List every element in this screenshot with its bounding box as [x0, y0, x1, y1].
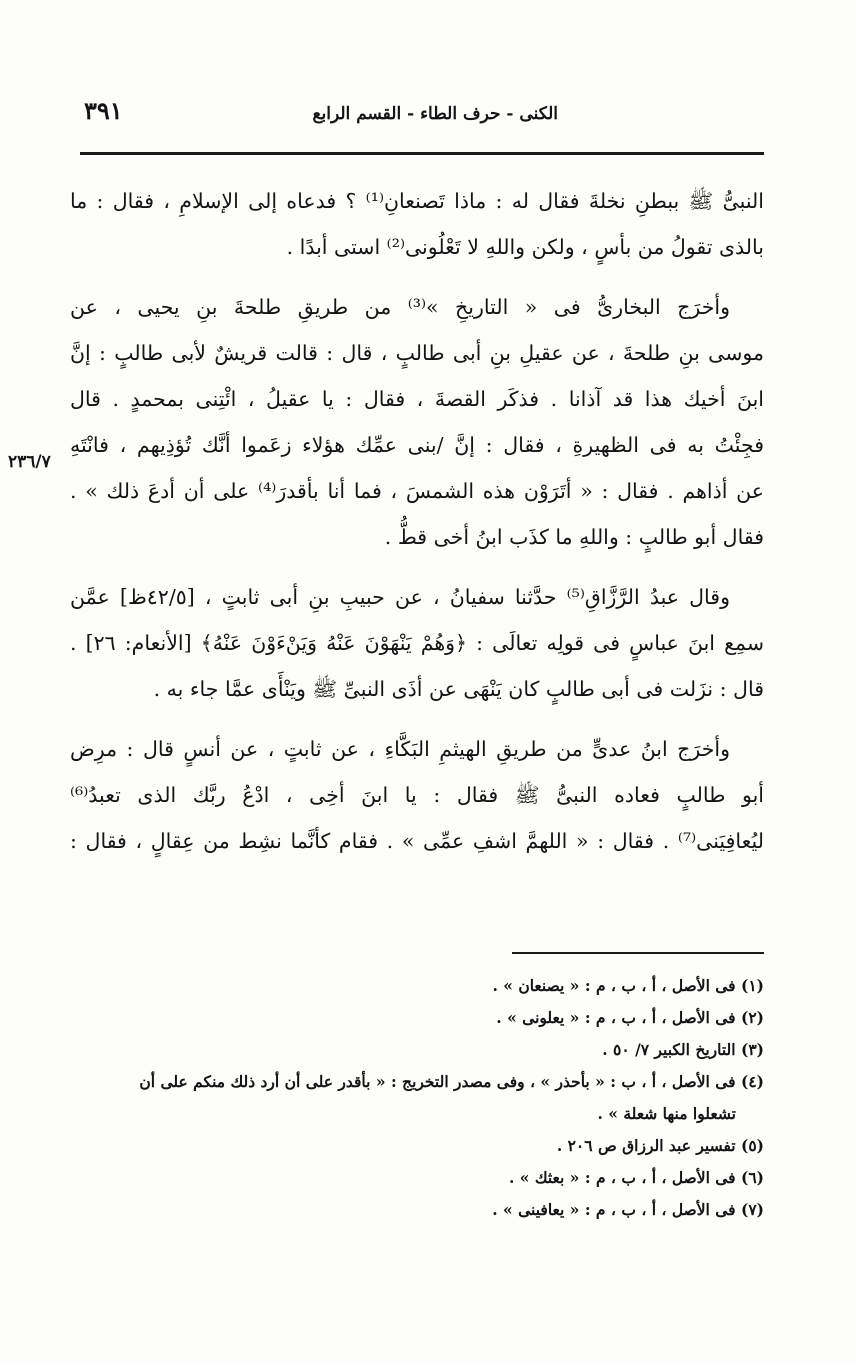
text-line: وأخرَج البخارىُّ فى « التاريخِ »⁽³⁾ من طريقِ طلحةَ بنِ يحيى ، عن: [70, 295, 730, 319]
footnote: (٥) تفسير عبد الرزاق ص ٢٠٦ .: [556, 1136, 764, 1155]
footnote: (٢) فى الأصل ، أ ، ب ، م : « يعلونى » .: [496, 1008, 764, 1027]
text-line: موسى بنِ طلحةَ ، عن عقيلِ بنِ أبى طالبٍ ، قال : قالت قريشٌ لأبى طالبٍ : إنَّ: [70, 341, 764, 365]
text-line: قال : نزَلت فى أبى طالبٍ كان يَنْهَى عن أذَى النبىِّ ﷺ ويَنْأَى عمَّا جاء به .: [153, 677, 764, 701]
running-title: الكنى - حرف الطاء - القسم الرابع: [312, 104, 558, 124]
page-number: ٣٩١: [84, 96, 123, 125]
footnote-separator: [512, 952, 764, 954]
main-text: [70, 178, 764, 878]
paragraph: [70, 178, 764, 270]
footnote: (٣) التاريخ الكبير ٧/ ٥٠ .: [602, 1040, 764, 1059]
text-line: عن أذاهم . فقال : « أتَرَوْن هذه الشمسَ ، فما أنا بأقدرَ⁽⁴⁾ على أن أدعَ ذلك » .: [70, 479, 764, 503]
text-line: أبو طالبٍ فعاده النبىُّ ﷺ فقال : يا ابنَ أخِى ، ادْعُ ربَّك الذى تعبدُ⁽⁶⁾: [70, 783, 764, 807]
paragraph: [70, 726, 764, 864]
text-line: ليُعافِيَنى⁽⁷⁾ . فقال : « اللهمَّ اشفِ عمِّى » . فقام كأنَّما نشِط من عِقالٍ ، فقال :: [70, 829, 764, 853]
text-line: النبىُّ ﷺ ببطنِ نخلةَ فقال له : ماذا تَصنعانِ⁽¹⁾ ؟ فدعاه إلى الإسلامِ ، فقال : ما: [70, 189, 764, 213]
paragraph: [70, 284, 764, 560]
text-line: وقال عبدُ الرَّزَّاقِ⁽⁵⁾ حدَّثنا سفيانُ ، عن حبيبِ بنِ أبى ثابتٍ ، [٤٢/٥ظ] عمَّن: [70, 585, 730, 609]
footnote: (٤) فى الأصل ، أ ، ب : « بأحذر » ، وفى مصدر التخريج : « بأقدر على أن أرد ذلك منكم على أن: [139, 1072, 764, 1091]
text-line: فقال أبو طالبٍ : واللهِ ما كذَب ابنُ أخى قطُّ .: [384, 525, 764, 549]
page-header: [80, 96, 764, 136]
paragraph: [70, 574, 764, 712]
text-line: وأخرَج ابنُ عدىٍّ من طريقِ الهيثمِ البَكَّاءِ ، عن ثابتٍ ، عن أنسٍ قال : مرِض: [70, 737, 730, 761]
footnote-continuation: تشعلوا منها شعلة » .: [597, 1104, 736, 1123]
text-line: فجِئْتُ به فى الظهيرةِ ، فقال : إنَّ /بنى عمِّك هؤلاء زعَموا أنَّك تُؤذِيهم ، فانْتَهِ: [70, 433, 764, 457]
header-rule: [80, 152, 764, 155]
footnote: (٦) فى الأصل ، أ ، ب ، م : « بعثك » .: [508, 1168, 764, 1187]
footnote: (٧) فى الأصل ، أ ، ب ، م : « يعافينى » .: [492, 1200, 764, 1219]
text-line: بالذى تقولُ من بأسٍ ، ولكن واللهِ لا تَعْلُونى⁽²⁾ استى أبدًا .: [286, 235, 764, 259]
footnote: (١) فى الأصل ، أ ، ب ، م : « يصنعان » .: [492, 976, 764, 995]
text-line: ابنَ أخيك هذا قد آذانا . فذكَر القصةَ ، فقال : يا عقيلُ ، ائْتِنى بمحمدٍ . قال: [70, 387, 764, 411]
footnotes: [60, 970, 764, 1226]
text-line: سمِع ابنَ عباسٍ فى قولِه تعالَى : ﴿وَهُمْ يَنْهَوْنَ عَنْهُ وَيَنْءَوْنَ عَنْهُ﴾ [الأنعام: ٢٦] .: [70, 631, 764, 655]
margin-manuscript-reference: ٢٣٦/٧: [8, 452, 51, 472]
